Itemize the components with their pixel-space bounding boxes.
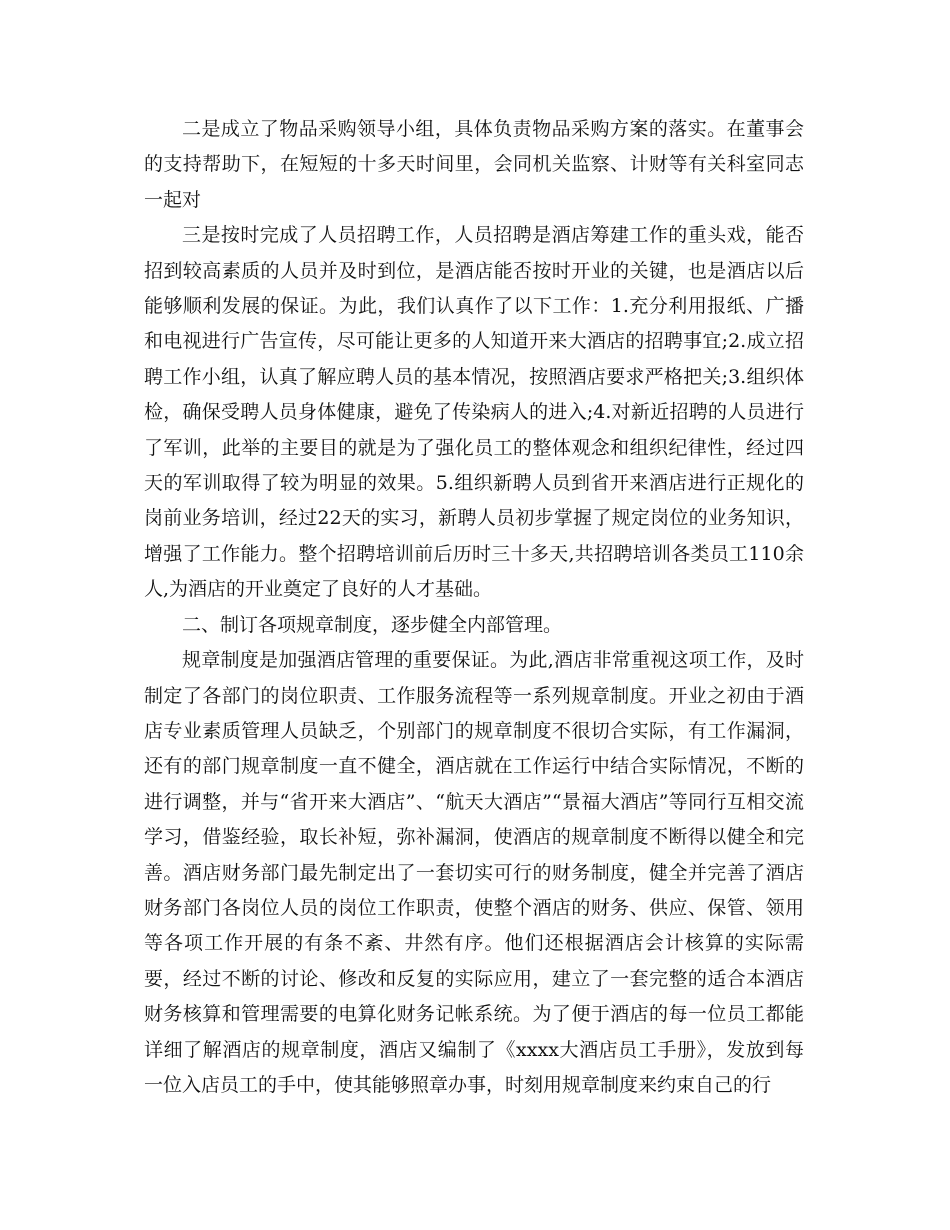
section-heading-rules: 二、制订各项规章制度，逐步健全内部管理。: [182, 613, 563, 636]
paragraph-procurement-group: 二是成立了物品采购领导小组，具体负责物品采购方案的落实。在董事会的支持帮助下，在短短的十多天时间里，会同机关监察、计财等有关科室同志一起对: [144, 118, 804, 211]
paragraph-recruitment: 三是按时完成了人员招聘工作，人员招聘是酒店筹建工作的重头戏，能否招到较高素质的人员并及时到位，是酒店能否按时开业的关键，也是酒店以后能够顺利发展的保证。为此，我们认真作了以下工作：1.充分利用报纸、广播和电视进行广告宣传，尽可能让更多的人知道开来大酒店的招聘事宜;2.成立招聘工作小组，认真了解应聘人员的基本情况，按照酒店要求严格把关;3.组织体检，确保受聘人员身体健康，避免了传染病人的进入;4.对新近招聘的人员进行了军训，此举的主要目的就是为了强化员工的整体观念和组织纪律性，经过四天的军训取得了较为明显的效果。5.组织新聘人员到省开来酒店进行正规化的岗前业务培训，经过22天的实习，新聘人员初步掌握了规定岗位的业务知识，增强了工作能力。整个招聘培训前后历时三十多天,共招聘培训各类员工110余人,为酒店的开业奠定了良好的人才基础。: [144, 224, 804, 601]
document-body: [144, 112, 804, 1103]
paragraph-rules-system: 规章制度是加强酒店管理的重要保证。为此,酒店非常重视这项工作，及时制定了各部门的岗位职责、工作服务流程等一系列规章制度。开业之初由于酒店专业素质管理人员缺乏，个别部门的规章制度不很切合实际，有工作漏洞，还有的部门规章制度一直不健全，酒店就在工作运行中结合实际情况，不断的进行调整，并与“省开来大酒店”、“航天大酒店”“景福大酒店”等同行互相交流学习，借鉴经验，取长补短，弥补漏洞，使酒店的规章制度不断得以健全和完善。酒店财务部门最先制定出了一套切实可行的财务制度，健全并完善了酒店财务部门各岗位人员的岗位工作职责，使整个酒店的财务、供应、保管、领用等各项工作开展的有条不紊、井然有序。他们还根据酒店会计核算的实际需要，经过不断的讨论、修改和反复的实际应用，建立了一套完整的适合本酒店财务核算和管理需要的电算化财务记帐系统。为了便于酒店的每一位员工都能详细了解酒店的规章制度，酒店又编制了《xxxx大酒店员工手册》，发放到每一位入店员工的手中，使其能够照章办事，时刻用规章制度来约束自己的行: [144, 649, 804, 1096]
